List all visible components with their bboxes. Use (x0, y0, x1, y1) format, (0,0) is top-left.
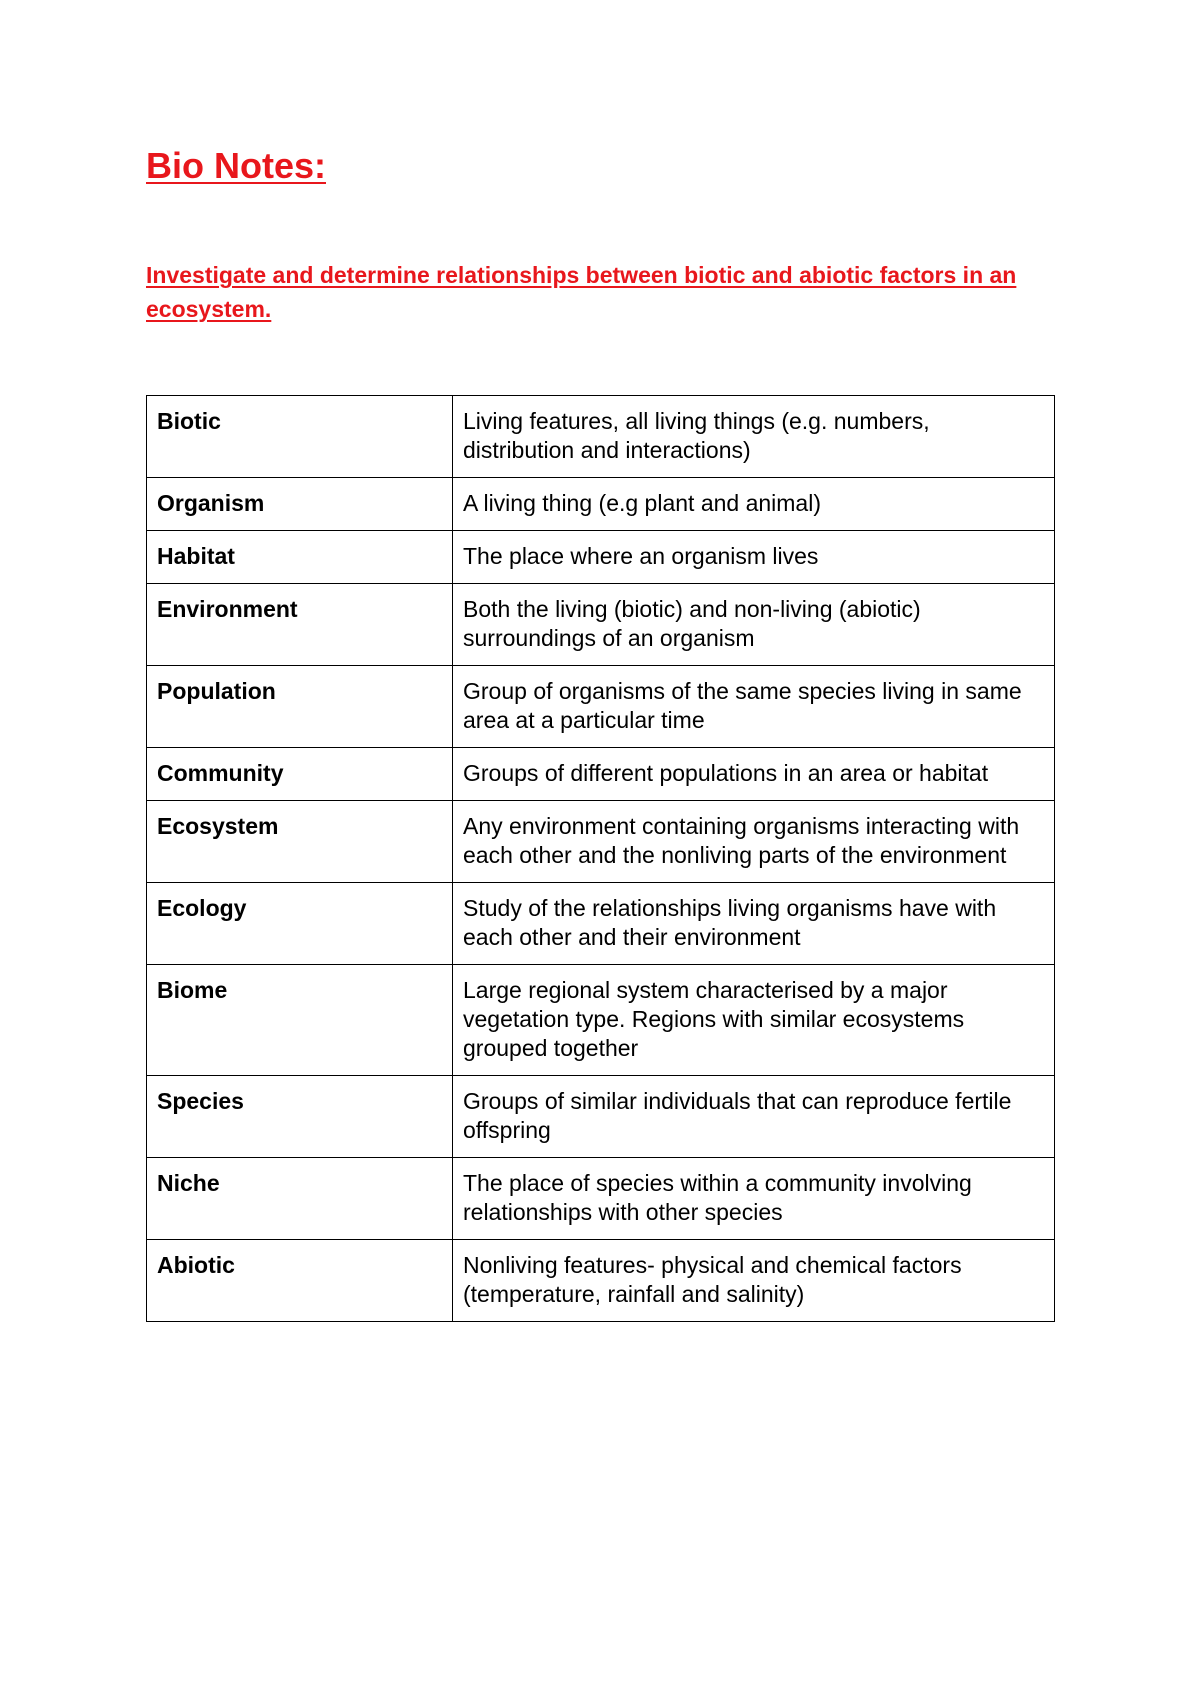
term-cell: Niche (147, 1158, 453, 1240)
table-row (147, 666, 1055, 748)
term-cell: Abiotic (147, 1240, 453, 1322)
term-cell: Ecosystem (147, 801, 453, 883)
definition-cell: A living thing (e.g plant and animal) (453, 478, 1055, 531)
table-row (147, 1076, 1055, 1158)
definition-cell: Any environment containing organisms interacting with each other and the nonliving parts of the environment (453, 801, 1055, 883)
term-cell: Environment (147, 584, 453, 666)
definitions-table (146, 395, 1055, 1322)
table-row (147, 965, 1055, 1076)
definition-cell: The place where an organism lives (453, 531, 1055, 584)
term-cell: Ecology (147, 883, 453, 965)
definition-cell: Both the living (biotic) and non-living (abiotic) surroundings of an organism (453, 584, 1055, 666)
term-cell: Biome (147, 965, 453, 1076)
term-cell: Species (147, 1076, 453, 1158)
term-cell: Population (147, 666, 453, 748)
table-row (147, 584, 1055, 666)
definition-cell: Group of organisms of the same species living in same area at a particular time (453, 666, 1055, 748)
definition-cell: Groups of different populations in an area or habitat (453, 748, 1055, 801)
definition-cell: The place of species within a community involving relationships with other species (453, 1158, 1055, 1240)
table-row (147, 1158, 1055, 1240)
term-cell: Habitat (147, 531, 453, 584)
definition-cell: Groups of similar individuals that can reproduce fertile offspring (453, 1076, 1055, 1158)
term-cell: Organism (147, 478, 453, 531)
table-row (147, 748, 1055, 801)
table-row (147, 801, 1055, 883)
table-row (147, 531, 1055, 584)
page-title: Bio Notes: (146, 145, 326, 186)
table-row (147, 883, 1055, 965)
definition-cell: Large regional system characterised by a major vegetation type. Regions with similar ecosystems grouped together (453, 965, 1055, 1076)
definition-cell: Study of the relationships living organisms have with each other and their environment (453, 883, 1055, 965)
term-cell: Community (147, 748, 453, 801)
term-cell: Biotic (147, 396, 453, 478)
table-row (147, 396, 1055, 478)
table-row (147, 1240, 1055, 1322)
table-row (147, 478, 1055, 531)
definition-cell: Living features, all living things (e.g. numbers, distribution and interactions) (453, 396, 1055, 478)
definition-cell: Nonliving features- physical and chemical factors (temperature, rainfall and salinity) (453, 1240, 1055, 1322)
page-subtitle: Investigate and determine relationships between biotic and abiotic factors in an ecosystem. (146, 262, 1017, 322)
